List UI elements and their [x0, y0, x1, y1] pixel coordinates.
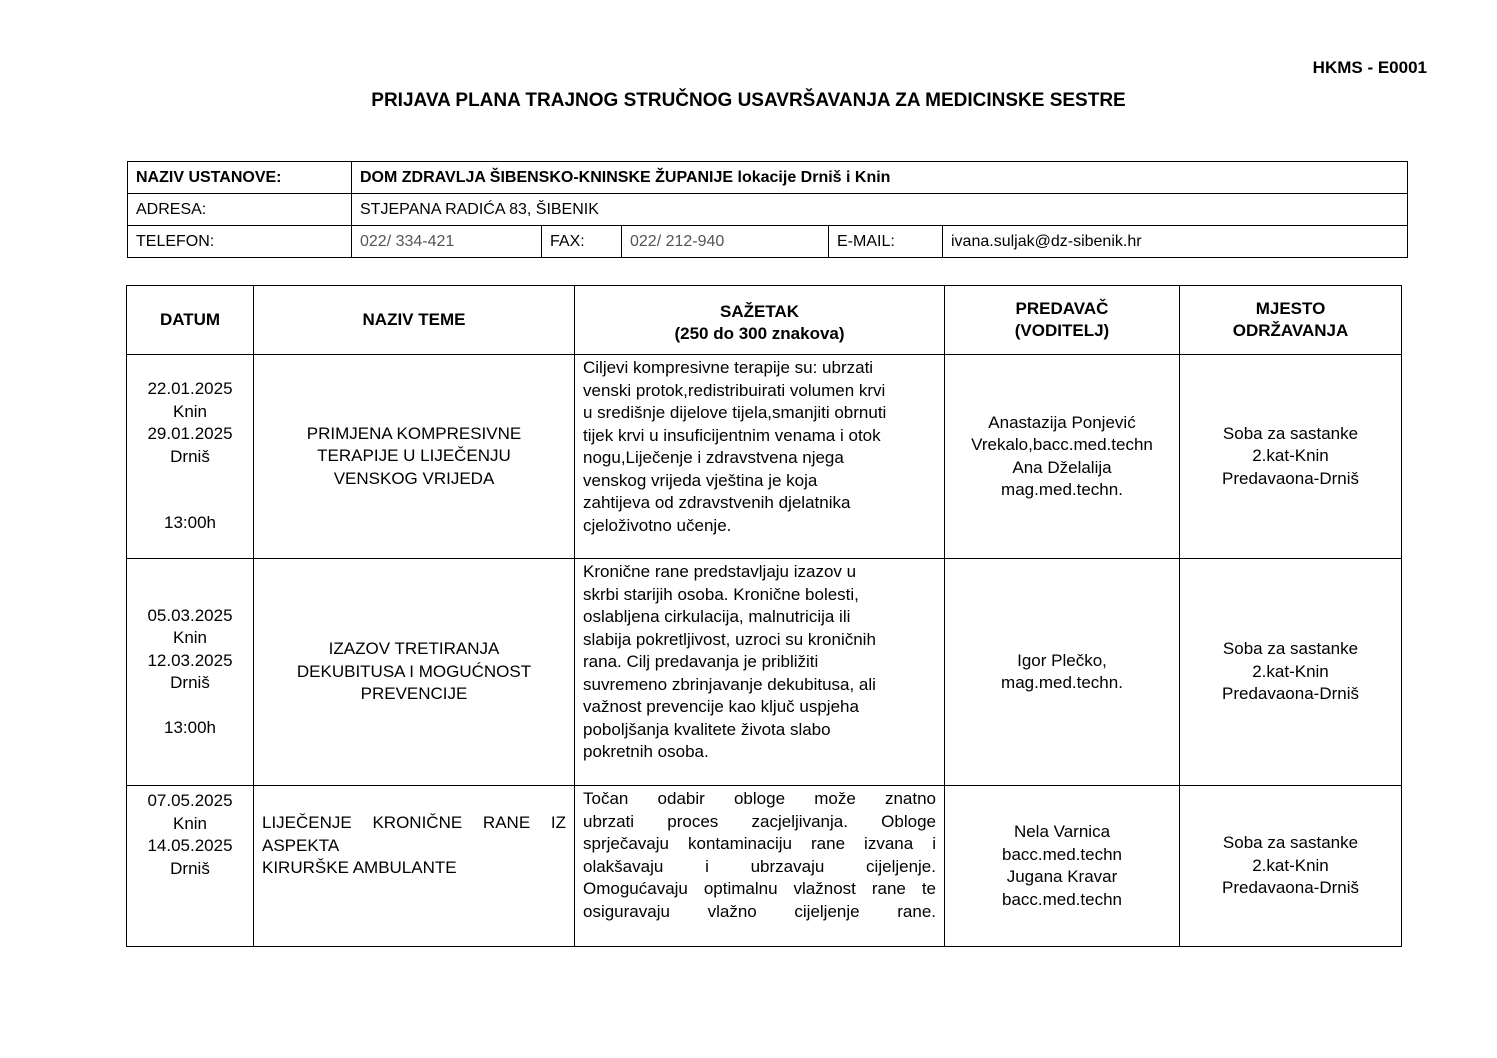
summary-line: Točan odabir obloge može znatno [583, 789, 936, 808]
lecturer-cell [945, 559, 1180, 786]
summary-line: slabija pokretljivost, uzroci su kroničnih [583, 629, 876, 649]
email-value[interactable]: ivana.suljak@dz-sibenik.hr [943, 226, 1408, 258]
place-line: Soba za sastanke [1222, 639, 1359, 659]
lecturer-line: Vrekalo,bacc.med.techn [971, 435, 1153, 454]
topic-line: PRIMJENA KOMPRESIVNE [306, 423, 522, 443]
lecturer-line: mag.med.techn. [1001, 673, 1123, 692]
date-line: Knin [172, 813, 208, 833]
summary-line: ubrzati proces zacjeljivanja. Obloge [583, 811, 936, 831]
date-line: 14.05.2025 [147, 836, 233, 855]
form-code: HKMS - E0001 [1312, 58, 1427, 77]
summary-line: olakšavaju i ubrzavaju cijeljenje. [583, 856, 936, 876]
summary-line: osiguravaju vlažno cijeljenje rane. [583, 901, 936, 921]
place-line: Predavaona-Drniš [1221, 468, 1359, 488]
date-line: Knin [172, 401, 208, 421]
place-line: Soba za sastanke [1222, 423, 1359, 443]
topic-cell [254, 786, 575, 947]
place-line: 2.kat-Knin [1252, 661, 1329, 681]
lecturer-line: Jugana Kravar [1006, 867, 1118, 886]
table-row [127, 355, 1402, 559]
address-value: STJEPANA RADIĆA 83, ŠIBENIK [352, 194, 1408, 226]
summary-line: cjeloživotno učenje. [583, 515, 732, 535]
summary-line: važnost prevencije kao ključ uspjeha [583, 697, 859, 716]
lecturer-cell [945, 786, 1180, 947]
summary-line: zahtijeva od zdravstvenih djelatnika [583, 493, 851, 512]
topic-cell [254, 355, 575, 559]
header-date: DATUM [127, 286, 254, 355]
phone-label: TELEFON: [128, 226, 352, 258]
header-lecturer-line1: PREDAVAČ [1015, 299, 1109, 318]
lecturer-line: mag.med.techn. [1001, 480, 1123, 499]
institution-name-value: DOM ZDRAVLJA ŠIBENSKO-KNINSKE ŽUPANIJE lokacije Drniš i Knin [352, 162, 1408, 194]
institution-name-label: NAZIV USTANOVE: [128, 162, 352, 194]
lecturer-line: bacc.med.techn [1001, 844, 1122, 864]
header-summary [575, 286, 945, 355]
topic-line: KIRURŠKE AMBULANTE [262, 858, 457, 877]
summary-line: poboljšanja kvalitete života slabo [583, 719, 831, 739]
topic-line: IZAZOV TRETIRANJA [328, 639, 500, 659]
lecturer-line: Igor Plečko, [1017, 650, 1107, 670]
topic-line: PREVENCIJE [360, 684, 468, 704]
institution-info-table [127, 161, 1408, 258]
header-lecturer-line2: (VODITELJ) [1014, 321, 1110, 340]
fax-value: 022/ 212-940 [622, 226, 829, 258]
place-cell [1180, 786, 1402, 947]
fax-label: FAX: [542, 226, 622, 258]
place-cell [1180, 559, 1402, 786]
place-line: Predavaona-Drniš [1221, 878, 1359, 898]
date-cell [127, 786, 254, 947]
summary-line: suvremeno zbrinjavanje dekubitusa, ali [583, 674, 876, 694]
place-line: Soba za sastanke [1222, 833, 1359, 853]
place-line: 2.kat-Knin [1252, 855, 1329, 875]
date-cell [127, 355, 254, 559]
date-line: 29.01.2025 [147, 424, 233, 444]
table-row [127, 559, 1402, 786]
header-lecturer [945, 286, 1180, 355]
header-place [1180, 286, 1402, 355]
date-line: Drniš [170, 673, 210, 693]
lecturer-line: Anastazija Ponjević [988, 412, 1136, 432]
lecturer-cell [945, 355, 1180, 559]
topic-line: VENSKOG VRIJEDA [333, 468, 495, 488]
summary-line: sprječavaju kontaminaciju rane izvana i [583, 834, 936, 853]
date-line: 12.03.2025 [147, 650, 233, 670]
topic-line: DEKUBITUSA I MOGUĆNOST [296, 661, 532, 681]
summary-cell [575, 355, 945, 559]
topic-line: TERAPIJE U LIJEČENJU [317, 446, 511, 466]
place-line: Predavaona-Drniš [1221, 684, 1359, 704]
summary-line: venski protok,redistribuirati volumen krvi [583, 380, 886, 400]
summary-line: skrbi starijih osoba. Kronične bolesti, [583, 584, 859, 604]
summary-line: Ciljevi kompresivne terapije su: ubrzati [583, 358, 874, 377]
summary-line: oslabljena cirkulacija, malnutricija ili [583, 607, 851, 626]
date-line: 07.05.2025 [147, 791, 233, 810]
place-cell [1180, 355, 1402, 559]
summary-line: u središnje dijelove tijela,smanjiti obrnuti [583, 403, 887, 422]
topic-cell [254, 559, 575, 786]
topic-line: ASPEKTA [262, 835, 340, 855]
date-line: Drniš [170, 446, 210, 466]
table-row [127, 786, 1402, 947]
summary-line: tijek krvi u insuficijentnim venama i otok [583, 425, 881, 445]
summary-cell [575, 786, 945, 947]
email-label: E-MAIL: [829, 226, 943, 258]
lecturer-line: Nela Varnica [1013, 822, 1111, 841]
summary-line: pokretnih osoba. [583, 742, 709, 761]
education-plan-table [126, 285, 1402, 947]
summary-line: nogu,Liječenje i zdravstvena njega [583, 448, 844, 467]
summary-line: Omogućavaju optimalnu vlažnost rane te [583, 879, 936, 898]
summary-line: Kronične rane predstavljaju izazov u [583, 562, 857, 581]
header-place-line1: MJESTO [1255, 299, 1326, 318]
phone-value: 022/ 334-421 [352, 226, 542, 258]
lecturer-line: bacc.med.techn [1001, 889, 1122, 909]
header-summary-title: SAŽETAK [719, 302, 799, 321]
lecturer-line: Ana Dželalija [1012, 457, 1112, 477]
date-line: Knin [172, 628, 208, 648]
date-cell [127, 559, 254, 786]
summary-line: rana. Cilj predavanja je približiti [583, 652, 819, 671]
date-time: 13:00h [164, 717, 216, 737]
date-line: 05.03.2025 [147, 605, 233, 625]
date-line: 22.01.2025 [147, 379, 233, 399]
address-label: ADRESA: [128, 194, 352, 226]
header-summary-note: (250 do 300 znakova) [674, 324, 845, 343]
place-line: 2.kat-Knin [1252, 446, 1329, 466]
page-title: PRIJAVA PLANA TRAJNOG STRUČNOG USAVRŠAVANJA ZA MEDICINSKE SESTRE [371, 90, 1126, 111]
header-place-line2: ODRŽAVANJA [1232, 321, 1349, 340]
summary-cell [575, 559, 945, 786]
topic-line: LIJEČENJE KRONIČNE RANE IZ [262, 813, 566, 832]
date-time: 13:00h [164, 513, 216, 533]
date-line: Drniš [170, 858, 210, 878]
summary-line: venskog vrijeda vještina je koja [583, 470, 818, 490]
header-topic: NAZIV TEME [254, 286, 575, 355]
